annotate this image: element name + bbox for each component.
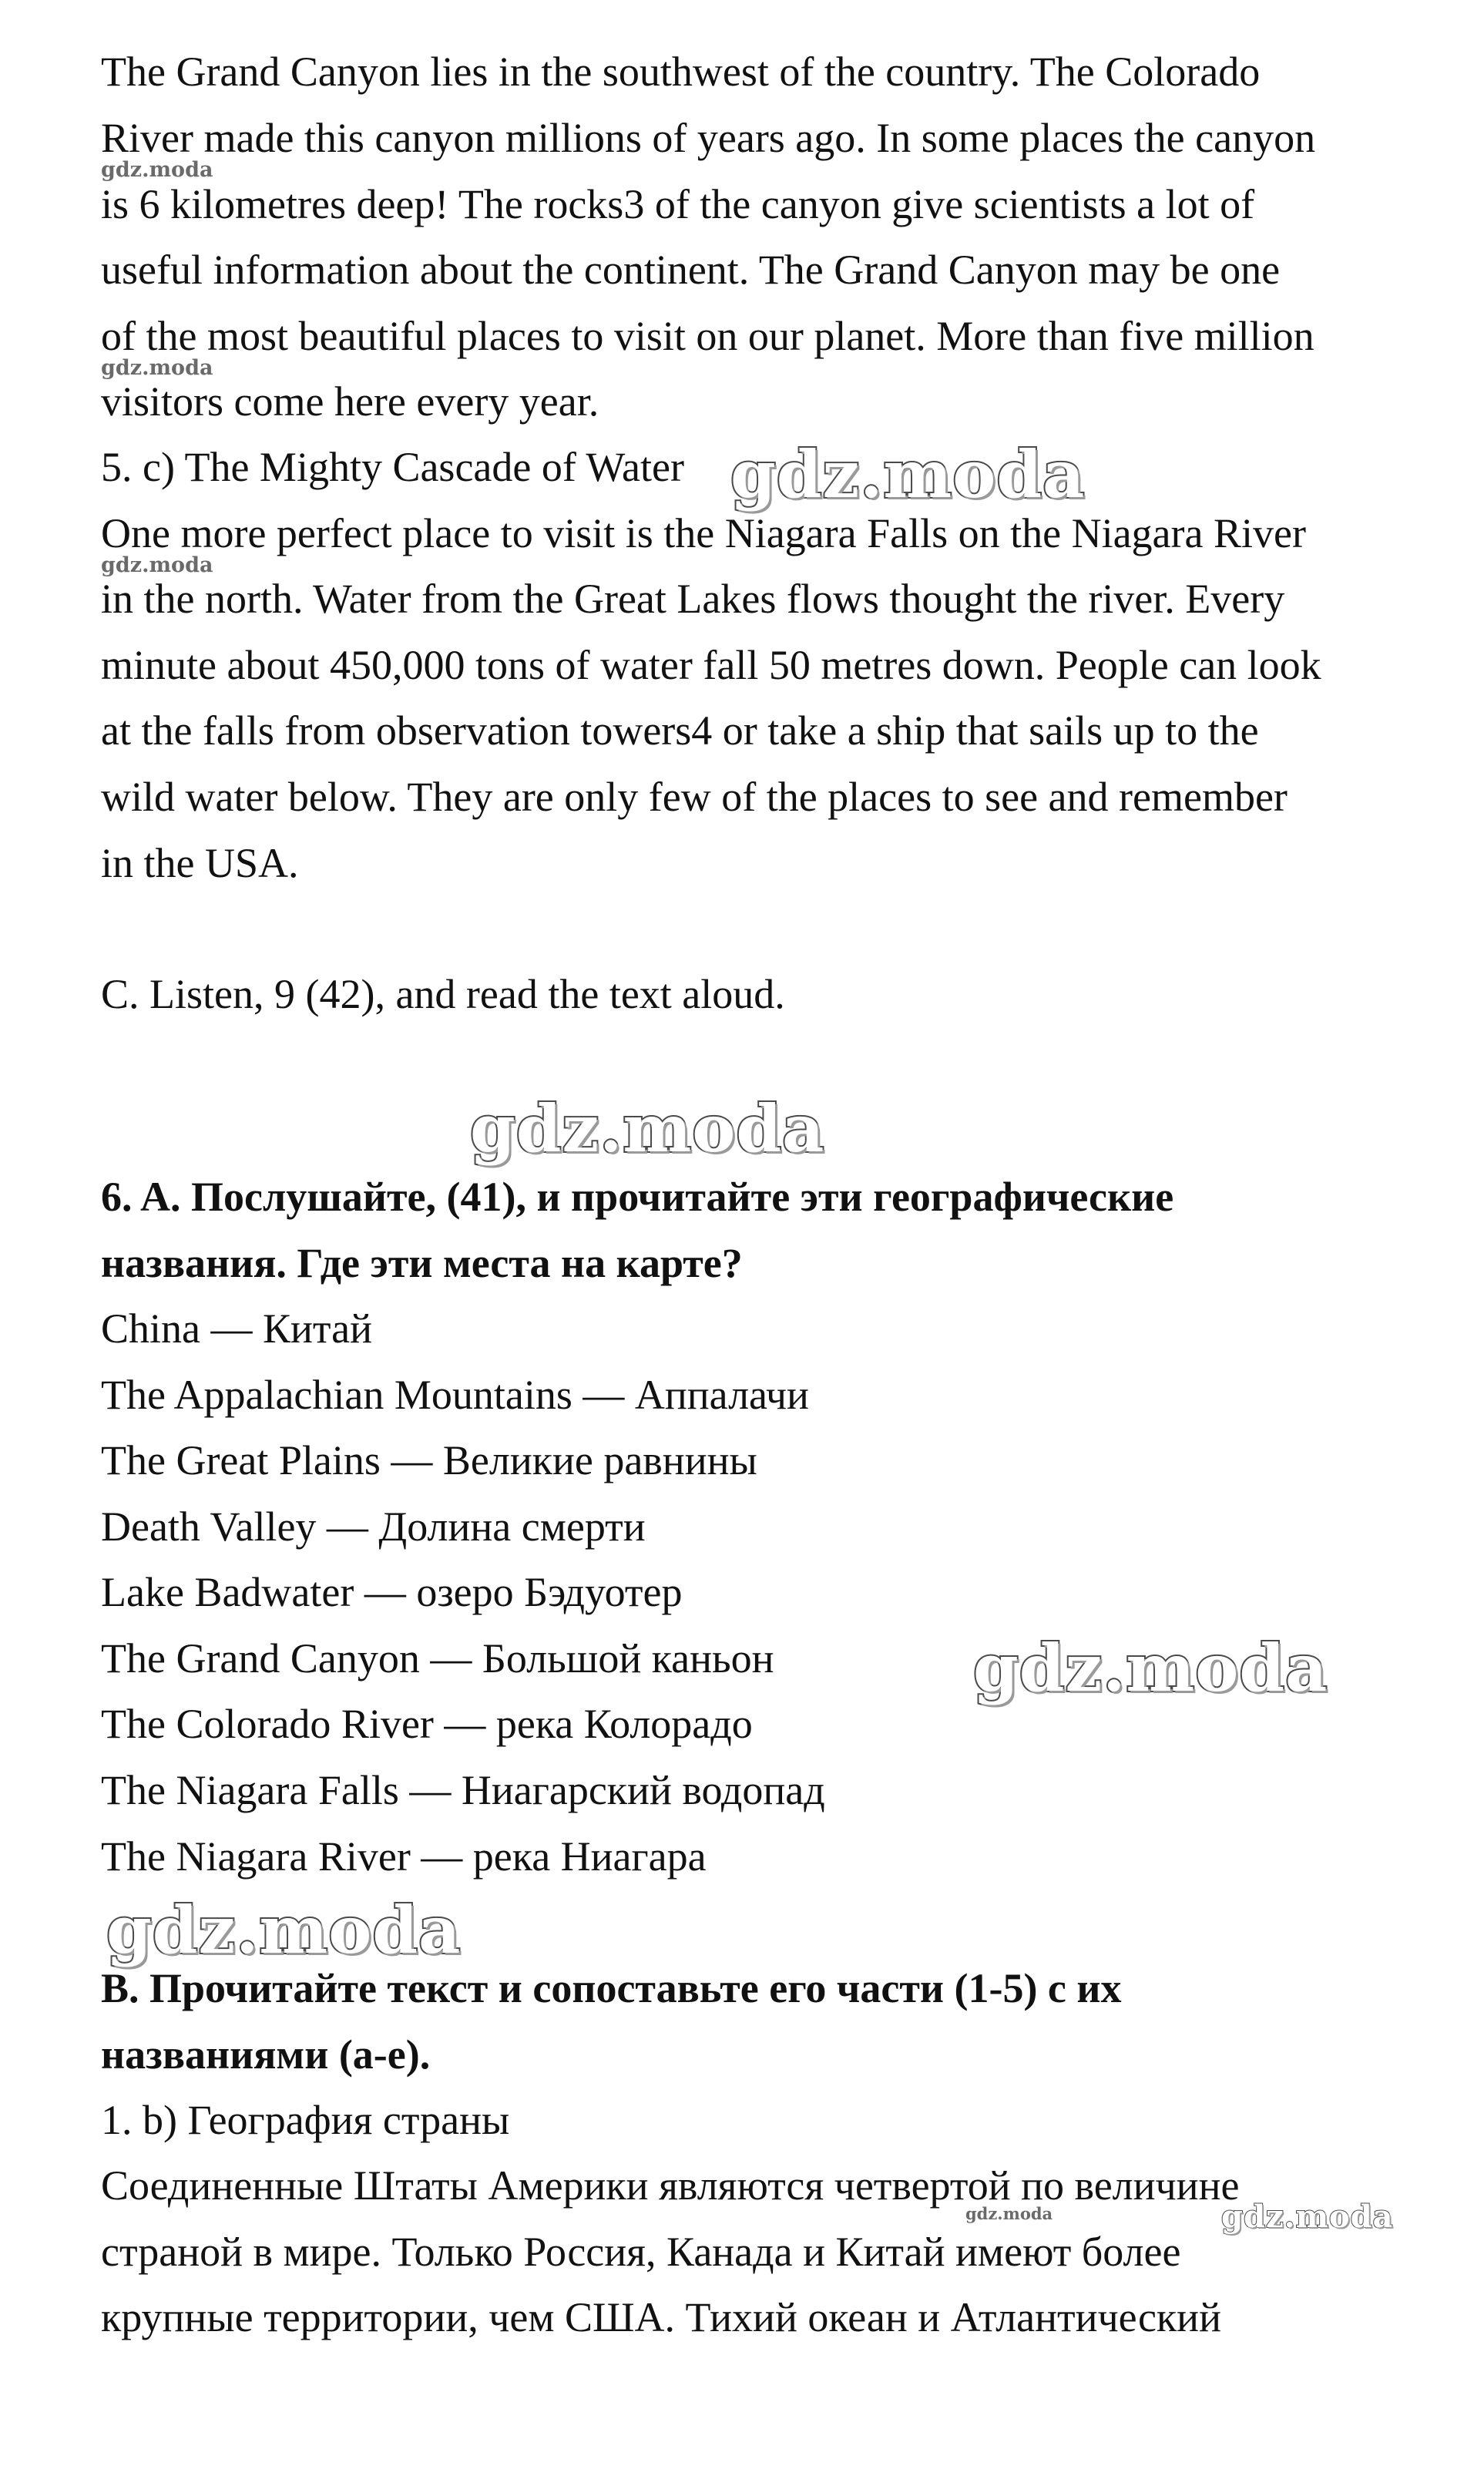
glossary-item: Lake Badwater — озеро Бэдуотер: [101, 1569, 683, 1615]
watermark-logo: gdz.moda: [973, 1630, 1328, 1706]
text-line: is 6 kilometres deep! The rocks3 of the canyon give scientists a lot of: [101, 181, 1255, 227]
text-line: visitors come here every year.: [101, 378, 599, 425]
text-line: of the most beautiful places to visit on our planet. More than five million: [101, 313, 1314, 359]
text-line: wild water below. They are only few of the places to see and remember: [101, 774, 1288, 820]
watermark-logo: gdz.moda: [101, 158, 213, 182]
watermark-logo: gdz.moda: [101, 356, 213, 380]
text-line: at the falls from observation towers4 or take a ship that sails up to the: [101, 707, 1259, 754]
glossary-item: Death Valley — Долина смерти: [101, 1503, 646, 1550]
glossary-item: The Niagara Falls — Ниагарский водопад: [101, 1767, 825, 1813]
glossary-item: The Niagara River — река Ниагара: [101, 1833, 707, 1880]
text-line: страной в мире. Только Россия, Канада и Китай имеют более: [101, 2229, 1181, 2275]
watermark-logo: gdz.moda: [101, 553, 213, 577]
watermark-logo: gdz.moda: [1221, 2199, 1394, 2235]
text-line: River made this canyon millions of years ago. In some places the canyon: [101, 115, 1316, 161]
exercise-instruction: C. Listen, 9 (42), and read the text aloud.: [101, 971, 785, 1017]
section-heading: 1. b) География страны: [101, 2097, 510, 2143]
text-line: minute about 450,000 tons of water fall 50 metres down. People can look: [101, 642, 1321, 688]
text-line: useful information about the continent. The Grand Canyon may be one: [101, 247, 1281, 293]
glossary-item: The Appalachian Mountains — Аппалачи: [101, 1372, 809, 1418]
text-line: in the USA.: [101, 840, 299, 886]
text-line: One more perfect place to visit is the Niagara Falls on the Niagara River: [101, 510, 1306, 556]
watermark-logo: gdz.moda: [470, 1090, 825, 1167]
glossary-item: The Great Plains — Великие равнины: [101, 1437, 757, 1483]
glossary-item: The Grand Canyon — Большой каньон: [101, 1635, 774, 1681]
text-line: The Grand Canyon lies in the southwest of the country. The Colorado: [101, 49, 1261, 95]
exercise-heading: B. Прочитайте текст и сопоставьте его части (1-5) с их: [101, 1965, 1122, 2011]
exercise-heading: 6. A. Послушайте, (41), и прочитайте эти географические: [101, 1174, 1174, 1220]
watermark-logo: gdz.moda: [965, 2204, 1053, 2223]
exercise-heading: названиями (a-e).: [101, 2031, 431, 2078]
watermark-logo: gdz.moda: [730, 436, 1086, 512]
text-line: Соединенные Штаты Америки являются четвертой по величине: [101, 2162, 1240, 2209]
watermark-logo: gdz.moda: [106, 1892, 462, 1968]
glossary-item: China — Китай: [101, 1305, 373, 1352]
exercise-heading: названия. Где эти места на карте?: [101, 1240, 743, 1286]
glossary-item: The Colorado River — река Колорадо: [101, 1701, 753, 1747]
section-heading: 5. c) The Mighty Cascade of Water: [101, 444, 684, 490]
text-line: крупные территории, чем США. Тихий океан и Атлантический: [101, 2294, 1221, 2340]
text-line: in the north. Water from the Great Lakes flows thought the river. Every: [101, 576, 1285, 622]
